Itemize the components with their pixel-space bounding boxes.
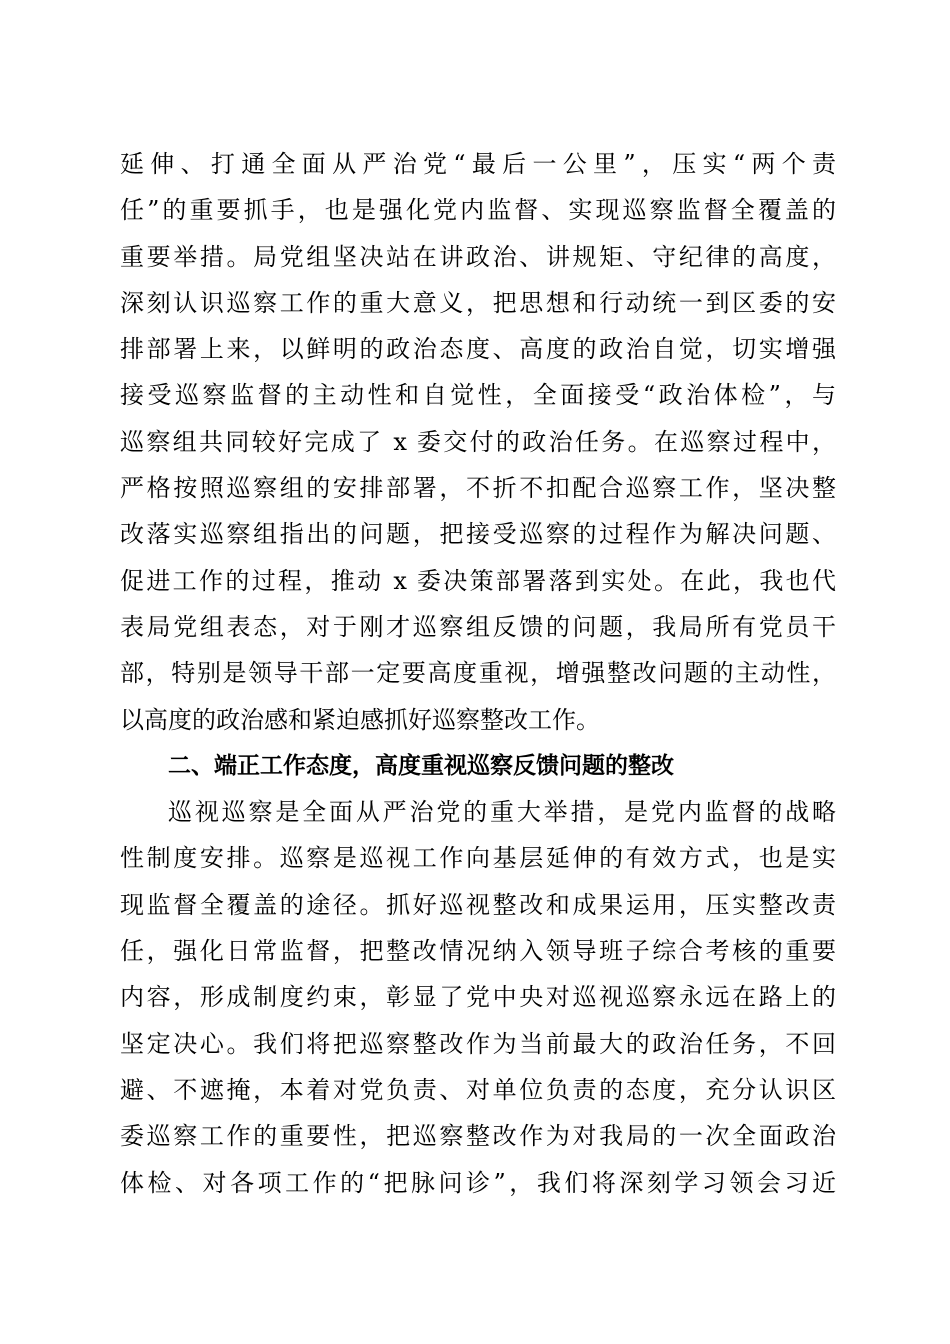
paragraph-1 <box>120 141 836 743</box>
text-line: 坚定决心。我们将把巡察整改作为当前最大的政治任务，不回 <box>120 1029 836 1058</box>
text-line: 重要举措。局党组坚决站在讲政治、讲规矩、守纪律的高度， <box>120 242 836 271</box>
text-line: 部，特别是领导干部一定要高度重视，增强整改问题的主动性， <box>120 659 836 688</box>
text-line: 巡察组共同较好完成了 x 委交付的政治任务。在巡察过程中， <box>120 427 836 456</box>
text-line: 严格按照巡察组的安排部署，不折不扣配合巡察工作，坚决整 <box>120 474 836 503</box>
document-body <box>120 141 836 1206</box>
text-line: 现监督全覆盖的途径。抓好巡视整改和成果运用，压实整改责 <box>120 890 836 919</box>
text-line: 体检、对各项工作的“把脉问诊”，我们将深刻学习领会习近 <box>120 1168 836 1197</box>
text-line: 接受巡察监督的主动性和自觉性，全面接受“政治体检”，与 <box>120 381 836 410</box>
text-line: 延伸、打通全面从严治党“最后一公里”，压实“两个责 <box>120 150 836 178</box>
paragraph-2 <box>120 789 836 1206</box>
section-heading: 二、端正工作态度，高度重视巡察反馈问题的整改 <box>168 752 674 779</box>
text-line: 避、不遮掩，本着对党负责、对单位负责的态度，充分认识区 <box>120 1075 836 1104</box>
text-line: 促进工作的过程，推动 x 委决策部署落到实处。在此，我也代 <box>120 566 836 595</box>
text-line: 任，强化日常监督，把整改情况纳入领导班子综合考核的重要 <box>120 937 836 966</box>
text-line: 性制度安排。巡察是巡视工作向基层延伸的有效方式，也是实 <box>120 844 836 873</box>
text-line: 表局党组表态，对于刚才巡察组反馈的问题，我局所有党员干 <box>120 612 836 641</box>
text-line: 巡视巡察是全面从严治党的重大举措，是党内监督的战略 <box>168 798 836 827</box>
text-line: 内容，形成制度约束，彰显了党中央对巡视巡察永远在路上的 <box>120 983 836 1012</box>
text-line: 深刻认识巡察工作的重大意义，把思想和行动统一到区委的安 <box>120 288 836 317</box>
text-line: 任”的重要抓手，也是强化党内监督、实现巡察监督全覆盖的 <box>120 196 836 225</box>
text-line: 以高度的政治感和紧迫感抓好巡察整改工作。 <box>120 705 600 734</box>
text-line: 排部署上来，以鲜明的政治态度、高度的政治自觉，切实增强 <box>120 335 836 364</box>
text-line: 委巡察工作的重要性，把巡察整改作为对我局的一次全面政治 <box>120 1122 836 1151</box>
text-line: 改落实巡察组指出的问题，把接受巡察的过程作为解决问题、 <box>120 520 836 549</box>
